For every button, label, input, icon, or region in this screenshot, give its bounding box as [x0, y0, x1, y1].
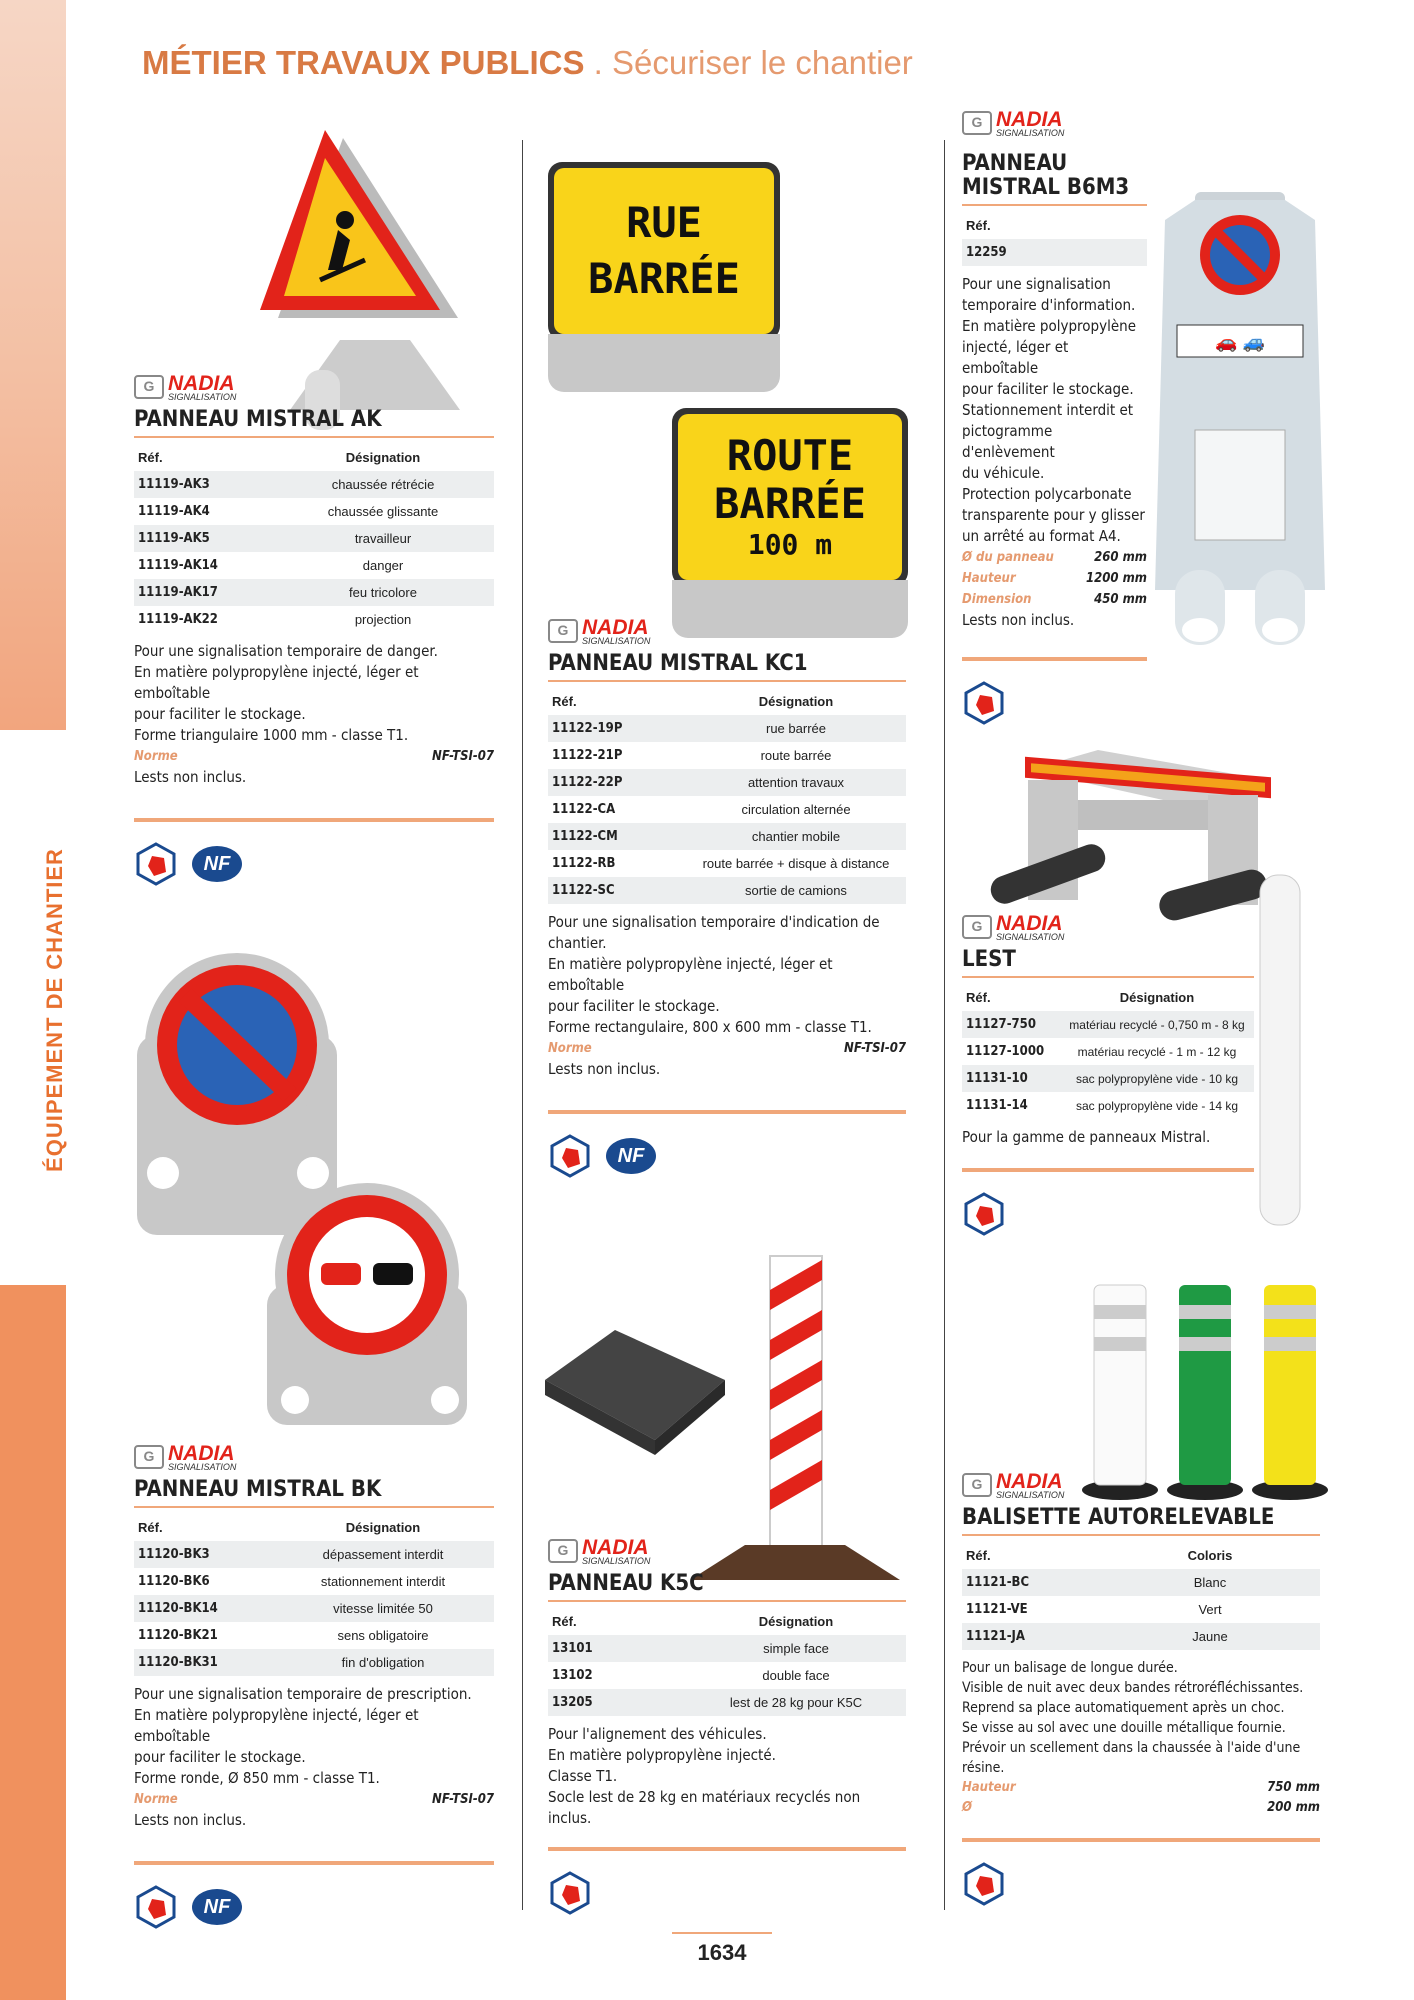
- product-description: Pour un balisage de longue durée. Visible de nuit avec deux bandes rétroréfléchissantes. Reprend sa place automatiquement après un choc. Se visse au sol avec une douille métallique fournie. Prévoir un scellement dans la chaussée à l'aide d'une résine. Hauteur 750 mm Ø 200 mm: [962, 1660, 1320, 1815]
- product-title: PANNEAU K5C: [548, 1572, 906, 1602]
- table-row: 11122-CA circulation alternée: [552, 802, 851, 817]
- brand-logo: G NADIA SIGNALISATION: [962, 1470, 1320, 1500]
- ref-table: Réf. Désignation 11127-750 matériau recyclé - 0,750 m - 8 kg 11127-1000 matériau recyclé - 1 m - 12 kg 11131-10 sac polypropylène vide - 10 kg 11131-14 sac polypropylène vide - 14 kg: [962, 984, 1254, 1119]
- table-row: 11122-21P route barrée: [552, 748, 832, 763]
- table-row: 13102 double face: [552, 1668, 830, 1683]
- product-title: LEST: [962, 948, 1254, 978]
- svg-text:🚗 🚙: 🚗 🚙: [1215, 332, 1265, 352]
- table-row: 11119-AK22 projection: [138, 612, 412, 627]
- table-row: 11119-AK5 travailleur: [134, 525, 494, 552]
- side-section-label: ÉQUIPEMENT DE CHANTIER: [42, 848, 67, 1172]
- product-mistral-kc1: [548, 616, 906, 1178]
- cert-logos: [134, 1885, 494, 1929]
- made-in-france-icon: [548, 1871, 592, 1915]
- round-sign-image: [135, 945, 475, 1430]
- cert-logos: [548, 1134, 906, 1178]
- table-row: 11121-BC Blanc: [962, 1569, 1320, 1596]
- ref-table: Réf. Désignation 11120-BK3 dépassement interdit 11120-BK6 stationnement interdit 11120-BK14 vitesse limitée 50 11120-BK21 sens obligatoire 11120-BK31 fin d'obligation: [134, 1514, 494, 1676]
- product-description: Pour une signalisation temporaire d'indication de chantier. En matière polypropylène injecté, léger et emboîtable pour faciliter le stockage. Forme rectangulaire, 800 x 600 mm - classe T1. Norme NF-TSI-07 Lests non inclus.: [548, 913, 906, 1078]
- brand-logo: G NADIA SIGNALISATION: [134, 1442, 494, 1472]
- made-in-france-icon: [962, 1862, 1006, 1906]
- brand-icon: G: [134, 375, 164, 399]
- product-lest: [962, 912, 1254, 1236]
- page-number: 1634: [672, 1932, 772, 1966]
- table-row: 11122-CM chantier mobile: [548, 823, 906, 850]
- section-separator: [962, 1838, 1320, 1842]
- brand-logo: G NADIA SIGNALISATION: [548, 1536, 906, 1566]
- b6m3-sign-image: [1155, 190, 1335, 655]
- table-row: 11122-RB route barrée + disque à distance: [552, 856, 890, 871]
- ref-table: Réf. 12259: [962, 212, 1147, 266]
- product-mistral-b6m3: [962, 108, 1147, 725]
- section-separator: [962, 657, 1147, 661]
- column-divider: [522, 140, 523, 1910]
- section-separator: [962, 1168, 1254, 1172]
- table-row: 12259: [962, 239, 1147, 266]
- nf-icon: NF: [192, 846, 242, 882]
- section-separator: [548, 1847, 906, 1851]
- product-mistral-bk: [134, 1442, 494, 1929]
- brand-logo: G NADIA SIGNALISATION: [548, 616, 906, 646]
- product-k5c: [548, 1536, 906, 1915]
- product-description: Pour une signalisation temporaire d'information. En matière polypropylène injecté, léger et emboîtable pour faciliter le stockage. Stationnement interdit et pictogramme d'enlèvement du véhicule. Protection polycarbonate transparente pour y glisser un arrêté au format A4. Ø du panneau 260 mm Hauteur 1200 mm Dimension 450 mm Lests non inclus.: [962, 275, 1147, 629]
- table-row: 11119-AK14 danger: [138, 558, 404, 573]
- table-row: 11120-BK21 sens obligatoire: [138, 1628, 429, 1643]
- table-row: 11131-14 sac polypropylène vide - 14 kg: [966, 1098, 1239, 1113]
- made-in-france-icon: [962, 681, 1006, 725]
- made-in-france-icon: [134, 842, 178, 886]
- product-title: BALISETTE AUTORELEVABLE: [962, 1506, 1320, 1536]
- brand-icon: G: [962, 111, 992, 135]
- cert-logos: [962, 681, 1147, 725]
- brand-icon: G: [134, 1445, 164, 1469]
- table-row: 11127-1000 matériau recyclé - 1 m - 12 kg: [966, 1044, 1237, 1059]
- column-divider: [944, 140, 945, 1910]
- table-row: 11121-JA Jaune: [962, 1623, 1320, 1650]
- page-header: [142, 44, 913, 82]
- brand-icon: G: [548, 1539, 578, 1563]
- table-row: 11119-AK3 chaussée rétrécie: [134, 471, 494, 498]
- table-row: 11120-BK31 fin d'obligation: [134, 1649, 494, 1676]
- ref-table: Réf. Désignation 11119-AK3 chaussée rétrécie 11119-AK4 chaussée glissante 11119-AK5 travailleur 11119-AK14 danger 11119-AK17 feu tricolore 11119-AK22 projection: [134, 444, 494, 633]
- cert-logos: [548, 1871, 906, 1915]
- nf-icon: NF: [606, 1138, 656, 1174]
- made-in-france-icon: [962, 1192, 1006, 1236]
- sign-text: RUE: [626, 198, 702, 247]
- product-balisette: [962, 1470, 1320, 1906]
- table-row: 11127-750 matériau recyclé - 0,750 m - 8 kg: [962, 1011, 1254, 1038]
- section-separator: [548, 1110, 906, 1114]
- ref-table: Réf. Désignation 13101 simple face 13102 double face 13205 lest de 28 kg pour K5C: [548, 1608, 906, 1716]
- side-band-bottom: [0, 1285, 66, 2000]
- brand-icon: G: [548, 619, 578, 643]
- brand-logo: G NADIA SIGNALISATION: [134, 372, 494, 402]
- sign-text: 100 m: [747, 528, 833, 561]
- table-row: 11119-AK17 feu tricolore: [134, 579, 494, 606]
- ref-table: Réf. Coloris 11121-BC Blanc 11121-VE Vert 11121-JA Jaune: [962, 1542, 1320, 1650]
- table-row: 11119-AK4 chaussée glissante: [138, 504, 439, 519]
- product-title: PANNEAU MISTRAL AK: [134, 408, 494, 438]
- nf-icon: NF: [192, 1889, 242, 1925]
- header-section: MÉTIER TRAVAUX PUBLICS: [142, 44, 585, 81]
- header-subsection: . Sécuriser le chantier: [593, 44, 913, 81]
- table-row: 11120-BK3 dépassement interdit: [134, 1541, 494, 1568]
- made-in-france-icon: [548, 1134, 592, 1178]
- table-row: 11121-VE Vert: [966, 1602, 1222, 1617]
- cert-logos: [962, 1192, 1254, 1236]
- brand-icon: G: [962, 1473, 992, 1497]
- product-description: Pour la gamme de panneaux Mistral.: [962, 1128, 1211, 1146]
- sign-text: ROUTE: [726, 431, 854, 480]
- product-title: PANNEAU MISTRAL B6M3: [962, 152, 1147, 206]
- product-mistral-ak: [134, 372, 494, 886]
- product-description: Pour l'alignement des véhicules. En matière polypropylène injecté. Classe T1. Socle lest de 28 kg en matériaux recyclés non inclus.: [548, 1725, 861, 1827]
- table-row: 11120-BK14 vitesse limitée 50: [134, 1595, 494, 1622]
- product-description: Pour une signalisation temporaire de prescription. En matière polypropylène injecté, léger et emboîtable pour faciliter le stockage. Forme ronde, Ø 850 mm - classe T1. Norme NF-TSI-07 Lests non inclus.: [134, 1685, 494, 1829]
- cert-logos: [962, 1862, 1320, 1906]
- made-in-france-icon: [134, 1885, 178, 1929]
- brand-icon: G: [962, 915, 992, 939]
- brand-logo: G NADIA SIGNALISATION: [962, 108, 1147, 138]
- side-band-top: [0, 0, 66, 730]
- cert-logos: [134, 842, 494, 886]
- rue-barree-sign-image: [548, 162, 780, 392]
- brand-logo: G NADIA SIGNALISATION: [962, 912, 1254, 942]
- table-row: 11122-SC sortie de camions: [548, 877, 906, 904]
- table-row: 11122-22P attention travaux: [548, 769, 906, 796]
- table-row: 11131-10 sac polypropylène vide - 10 kg: [962, 1065, 1254, 1092]
- product-description: Pour une signalisation temporaire de danger. En matière polypropylène injecté, léger et emboîtable pour faciliter le stockage. Forme triangulaire 1000 mm - classe T1. Norme NF-TSI-07 Lests non inclus.: [134, 642, 494, 786]
- section-separator: [134, 818, 494, 822]
- sign-text: BARRÉE: [714, 479, 866, 528]
- section-separator: [134, 1861, 494, 1865]
- table-row: 11120-BK6 stationnement interdit: [138, 1574, 446, 1589]
- product-title: PANNEAU MISTRAL BK: [134, 1478, 494, 1508]
- route-barree-sign-image: [672, 408, 908, 638]
- product-title: PANNEAU MISTRAL KC1: [548, 652, 906, 682]
- table-row: 13101 simple face: [548, 1635, 906, 1662]
- table-row: 13205 lest de 28 kg pour K5C: [548, 1689, 906, 1716]
- ref-table: Réf. Désignation 11122-19P rue barrée 11122-21P route barrée 11122-22P attention travaux 11122-CA circulation alternée 11122-CM chantier mobile 11122-RB route barrée + disque à distance 11122-SC sortie de camions: [548, 688, 906, 904]
- table-row: 11122-19P rue barrée: [548, 715, 906, 742]
- sign-text: BARRÉE: [588, 254, 740, 303]
